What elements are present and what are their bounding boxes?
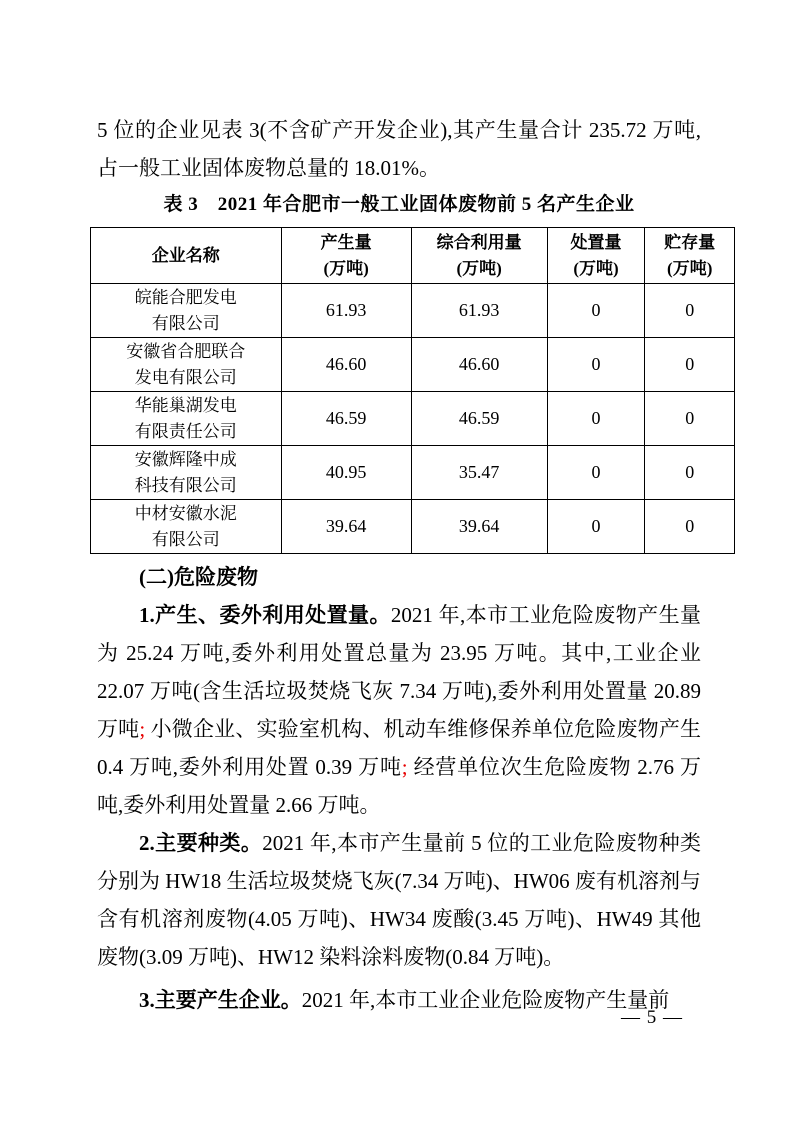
company-name-line2: 有限公司 (151, 529, 220, 549)
col-header-company (91, 228, 282, 284)
paragraph-2-lead: 2.主要种类。 (139, 831, 263, 855)
col-header-produced-title: 产生量 (320, 232, 372, 252)
cell-produced: 46.60 (281, 338, 411, 392)
cell-company-name (91, 284, 282, 338)
cell-utilized: 46.60 (411, 338, 547, 392)
table3-header-row (91, 228, 735, 284)
section-heading-hazardous-waste: (二)危险废物 (139, 565, 258, 589)
col-header-disposed (547, 228, 645, 284)
table-row (91, 284, 735, 338)
intro-text: 5 位的企业见表 3(不含矿产开发企业),其产生量合计 235.72 万吨,占一般工业固体废物总量的 18.01%。 (97, 118, 701, 180)
company-name-line1: 华能巢湖发电 (134, 395, 237, 415)
company-name-line2: 科技有限公司 (134, 475, 237, 495)
cell-disposed: 0 (547, 284, 645, 338)
table-row (91, 338, 735, 392)
cell-stored: 0 (645, 500, 735, 554)
paragraph-main-enterprises (97, 981, 701, 1019)
cell-disposed: 0 (547, 392, 645, 446)
company-name-line1: 皖能合肥发电 (134, 287, 237, 307)
paragraph-main-categories (97, 824, 701, 976)
company-name-line2: 发电有限公司 (134, 367, 237, 387)
cell-company-name (91, 338, 282, 392)
col-header-utilized-title: 综合利用量 (436, 232, 522, 252)
col-header-produced (281, 228, 411, 284)
table-row (91, 500, 735, 554)
table3-title: 表 3 2021 年合肥市一般工业固体废物前 5 名产生企业 (163, 194, 635, 215)
cell-utilized: 61.93 (411, 284, 547, 338)
col-header-utilized (411, 228, 547, 284)
intro-paragraph (97, 111, 701, 187)
paragraph-2-text: 2021 年,本市产生量前 5 位的工业危险废物种类分别为 HW18 生活垃圾焚烧飞灰(7.34 万吨)、HW06 废有机溶剂与含有机溶剂废物(4.05 万吨)、HW34 废酸(3.45 万吨)、HW49 其他废物(3.09 万吨)、HW12 染料涂料废物(0.84 万吨)。 (97, 831, 702, 969)
cell-produced: 40.95 (281, 446, 411, 500)
cell-utilized: 46.59 (411, 392, 547, 446)
page-number: — 5 — (621, 1007, 683, 1028)
cell-disposed: 0 (547, 338, 645, 392)
col-header-stored (645, 228, 735, 284)
cell-disposed: 0 (547, 500, 645, 554)
cell-stored: 0 (645, 392, 735, 446)
cell-company-name (91, 392, 282, 446)
red-semicolon-1: ; (139, 717, 146, 741)
cell-stored: 0 (645, 446, 735, 500)
paragraph-3-text: 2021 年,本市工业企业危险废物产生量前 (301, 988, 670, 1012)
company-name-line2: 有限责任公司 (134, 421, 237, 441)
cell-produced: 46.59 (281, 392, 411, 446)
col-header-disposed-unit: (万吨) (573, 258, 619, 278)
paragraph-1-text-b: 小微企业、实验室机构、机动车维修保养单位危险废物产生 0.4 万吨,委外利用处置 0.39 万吨 (97, 717, 702, 779)
table-row (91, 446, 735, 500)
table-row (91, 392, 735, 446)
cell-company-name (91, 500, 282, 554)
paragraph-generation-disposal (97, 596, 701, 824)
company-name-line1: 安徽辉隆中成 (134, 449, 237, 469)
col-header-disposed-title: 处置量 (570, 232, 622, 252)
page-content (97, 111, 716, 1019)
paragraph-1-text-c: 经营单位次生危险废物 2.76 万吨,委外利用处置量 2.66 万吨。 (97, 755, 702, 817)
cell-stored: 0 (645, 338, 735, 392)
paragraph-1-text-a: 2021 年,本市工业危险废物产生量为 25.24 万吨,委外利用处置总量为 23.95 万吨。其中,工业企业 22.07 万吨(含生活垃圾焚烧飞灰 7.34 万吨),委外利用处置量 20.89 万吨 (97, 603, 702, 741)
col-header-stored-unit: (万吨) (667, 258, 713, 278)
cell-produced: 61.93 (281, 284, 411, 338)
col-header-utilized-unit: (万吨) (456, 258, 502, 278)
col-header-company-title: 企业名称 (151, 245, 220, 265)
cell-stored: 0 (645, 284, 735, 338)
red-semicolon-2: ; (401, 755, 408, 779)
company-name-line1: 中材安徽水泥 (134, 503, 237, 523)
table3 (90, 227, 735, 554)
cell-utilized: 39.64 (411, 500, 547, 554)
cell-utilized: 35.47 (411, 446, 547, 500)
cell-company-name (91, 446, 282, 500)
col-header-stored-title: 贮存量 (664, 232, 716, 252)
cell-produced: 39.64 (281, 500, 411, 554)
company-name-line2: 有限公司 (151, 313, 220, 333)
paragraph-3-lead: 3.主要产生企业。 (139, 988, 302, 1012)
col-header-produced-unit: (万吨) (323, 258, 369, 278)
cell-disposed: 0 (547, 446, 645, 500)
company-name-line1: 安徽省合肥联合 (126, 341, 246, 361)
paragraph-1-lead: 1.产生、委外利用处置量。 (139, 603, 391, 627)
